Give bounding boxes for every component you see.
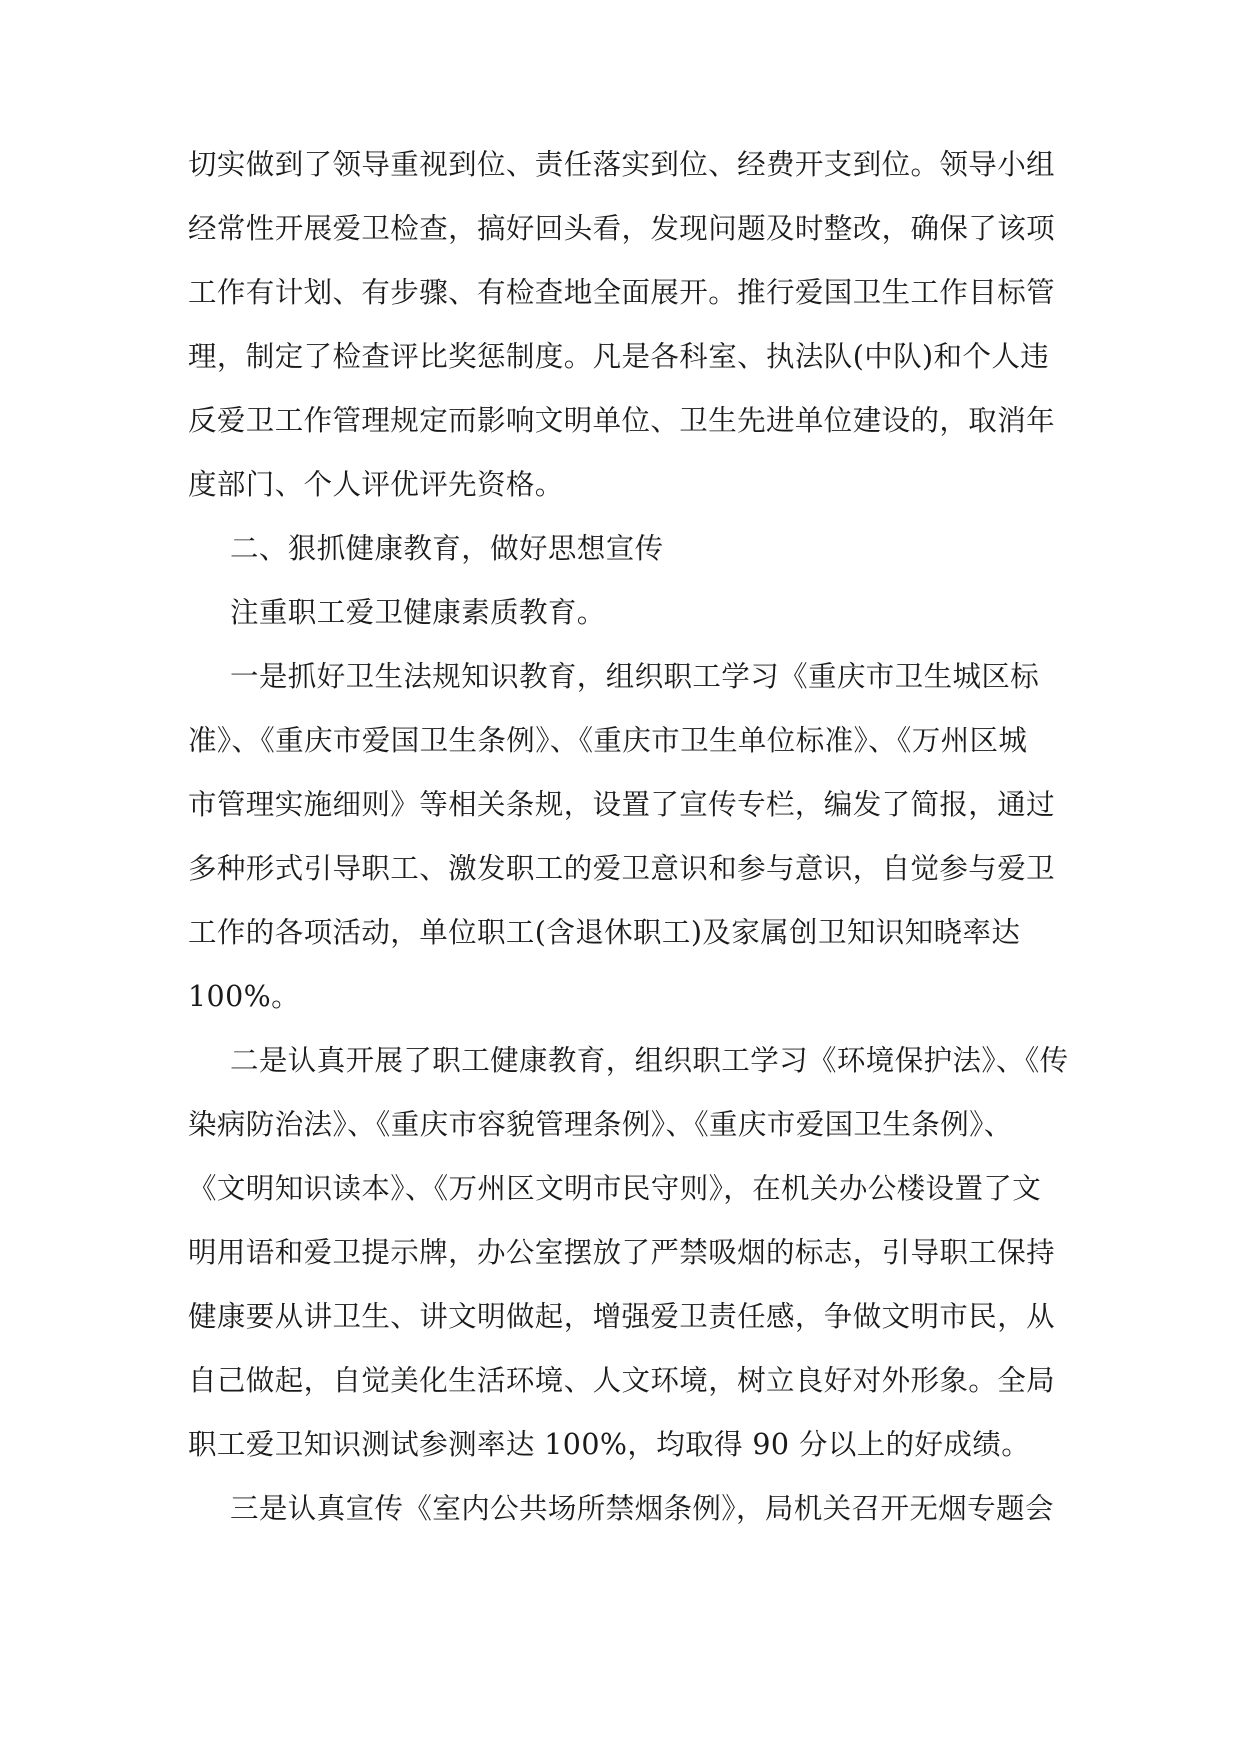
paragraph-line: 多种形式引导职工、激发职工的爱卫意识和参与意识，自觉参与爱卫	[188, 852, 1056, 885]
section-heading: 二、狠抓健康教育，做好思想宣传	[230, 532, 664, 565]
paragraph-line: 度部门、个人评优评先资格。	[188, 468, 564, 501]
paragraph-line: 工作有计划、有步骤、有检查地全面展开。推行爱国卫生工作目标管	[188, 276, 1056, 309]
paragraph-line: 市管理实施细则》等相关条规，设置了宣传专栏，编发了简报，通过	[188, 788, 1056, 821]
paragraph-line: 经常性开展爱卫检查，搞好回头看，发现问题及时整改，确保了该项	[188, 212, 1056, 245]
paragraph-line: 注重职工爱卫健康素质教育。	[230, 596, 606, 629]
paragraph-line: 准》、《重庆市爱国卫生条例》、《重庆市卫生单位标准》、《万州区城	[188, 724, 1028, 757]
paragraph-line: 一是抓好卫生法规知识教育，组织职工学习《重庆市卫生城区标	[230, 660, 1040, 693]
paragraph-line: 自己做起，自觉美化生活环境、人文环境，树立良好对外形象。全局	[188, 1364, 1056, 1397]
paragraph-line: 工作的各项活动，单位职工(含退休职工)及家属创卫知识知晓率达	[188, 916, 1021, 949]
paragraph-line: 《文明知识读本》、《万州区文明市民守则》，在机关办公楼设置了文	[188, 1172, 1042, 1205]
paragraph-line: 理，制定了检查评比奖惩制度。凡是各科室、执法队(中队)和个人违	[188, 340, 1050, 373]
paragraph-line: 三是认真宣传《室内公共场所禁烟条例》，局机关召开无烟专题会	[230, 1492, 1054, 1525]
paragraph-line: 染病防治法》、《重庆市容貌管理条例》、《重庆市爱国卫生条例》、	[188, 1108, 1013, 1141]
paragraph-line: 反爱卫工作管理规定而影响文明单位、卫生先进单位建设的，取消年	[188, 404, 1056, 437]
paragraph-line: 明用语和爱卫提示牌，办公室摆放了严禁吸烟的标志，引导职工保持	[188, 1236, 1056, 1269]
paragraph-line: 职工爱卫知识测试参测率达 100%，均取得 90 分以上的好成绩。	[188, 1428, 1031, 1461]
paragraph-line: 切实做到了领导重视到位、责任落实到位、经费开支到位。领导小组	[188, 148, 1056, 181]
paragraph-line: 二是认真开展了职工健康教育，组织职工学习《环境保护法》、《传	[230, 1044, 1069, 1077]
paragraph-line: 100%。	[188, 980, 300, 1013]
paragraph-line: 健康要从讲卫生、讲文明做起，增强爱卫责任感，争做文明市民，从	[188, 1300, 1056, 1333]
